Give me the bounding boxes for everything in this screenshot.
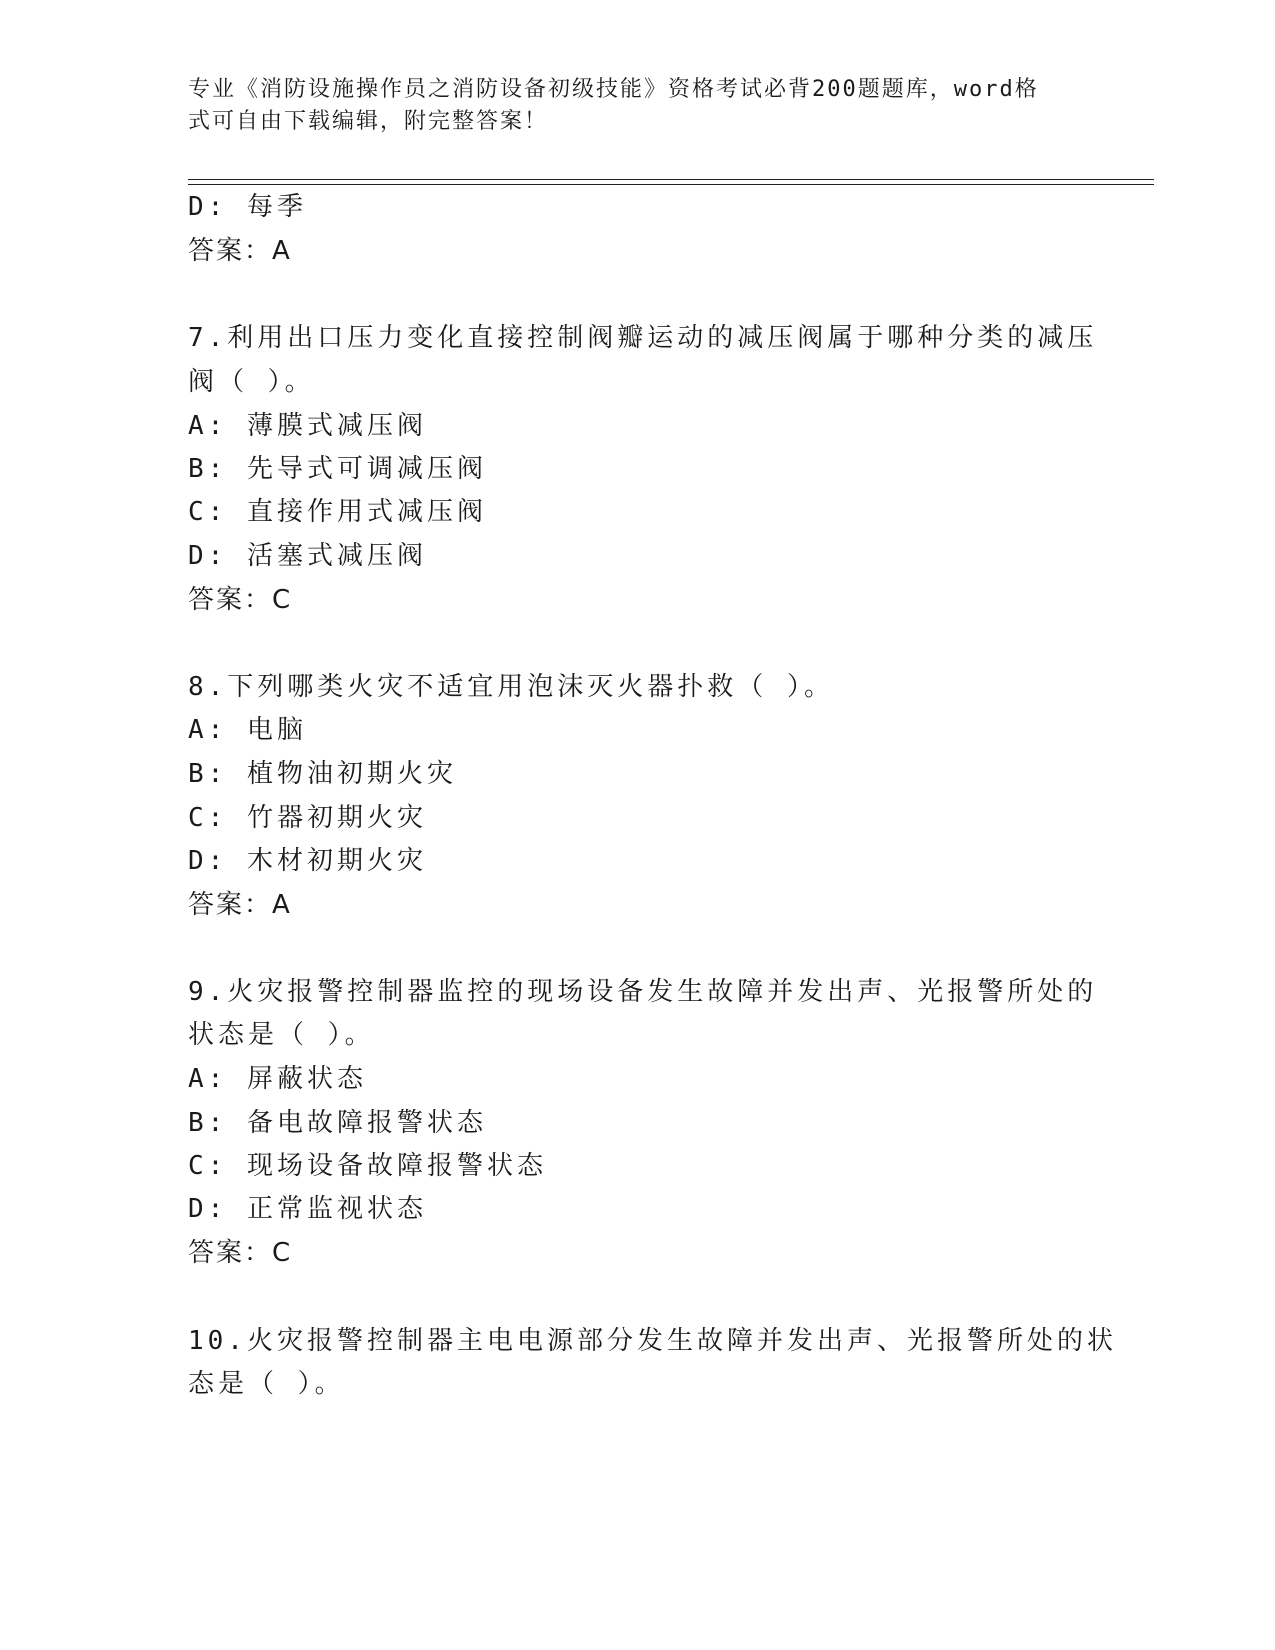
q8-option-b: B: 植物油初期火灾	[188, 759, 457, 789]
q9-option-a: A: 屏蔽状态	[188, 1064, 367, 1094]
q6-answer: 答案：A	[188, 236, 292, 266]
document-header	[188, 74, 1068, 138]
q7-answer: 答案：C	[188, 585, 293, 615]
header-line-1: 专业《消防设施操作员之消防设备初级技能》资格考试必背200题题库，word格	[188, 77, 1039, 102]
q9-stem-line-1: 9.火灾报警控制器监控的现场设备发生故障并发出声、光报警所处的	[188, 977, 1098, 1007]
q10-stem-line-1: 10.火灾报警控制器主电电源部分发生故障并发出声、光报警所处的状	[188, 1326, 1117, 1356]
q8-option-d: D: 木材初期火灾	[188, 846, 427, 876]
q9-option-d: D: 正常监视状态	[188, 1194, 427, 1224]
q9-option-b: B: 备电故障报警状态	[188, 1108, 487, 1138]
q8-option-c: C: 竹器初期火灾	[188, 803, 427, 833]
q7-option-a: A: 薄膜式减压阀	[188, 411, 427, 441]
q8-answer: 答案：A	[188, 890, 292, 920]
q7-stem-line-2: 阀（ ）。	[188, 367, 315, 397]
q7-option-d: D: 活塞式减压阀	[188, 541, 427, 571]
q8-stem-line-1: 8.下列哪类火灾不适宜用泡沫灭火器扑救（ ）。	[188, 672, 834, 702]
q9-option-c: C: 现场设备故障报警状态	[188, 1151, 547, 1181]
q8-option-a: A: 电脑	[188, 715, 307, 745]
q6-option-d: D: 每季	[188, 192, 307, 222]
q7-option-b: B: 先导式可调减压阀	[188, 454, 487, 484]
header-divider-top	[188, 179, 1154, 180]
q7-option-c: C: 直接作用式减压阀	[188, 497, 487, 527]
header-line-2: 式可自由下载编辑，附完整答案！	[188, 109, 549, 134]
q10-stem-line-2: 态是（ ）。	[188, 1369, 345, 1399]
q9-stem-line-2: 状态是（ ）。	[188, 1020, 375, 1050]
q9-answer: 答案：C	[188, 1238, 293, 1268]
q7-stem-line-1: 7.利用出口压力变化直接控制阀瓣运动的减压阀属于哪种分类的减压	[188, 323, 1098, 353]
header-divider-bottom	[188, 184, 1154, 185]
